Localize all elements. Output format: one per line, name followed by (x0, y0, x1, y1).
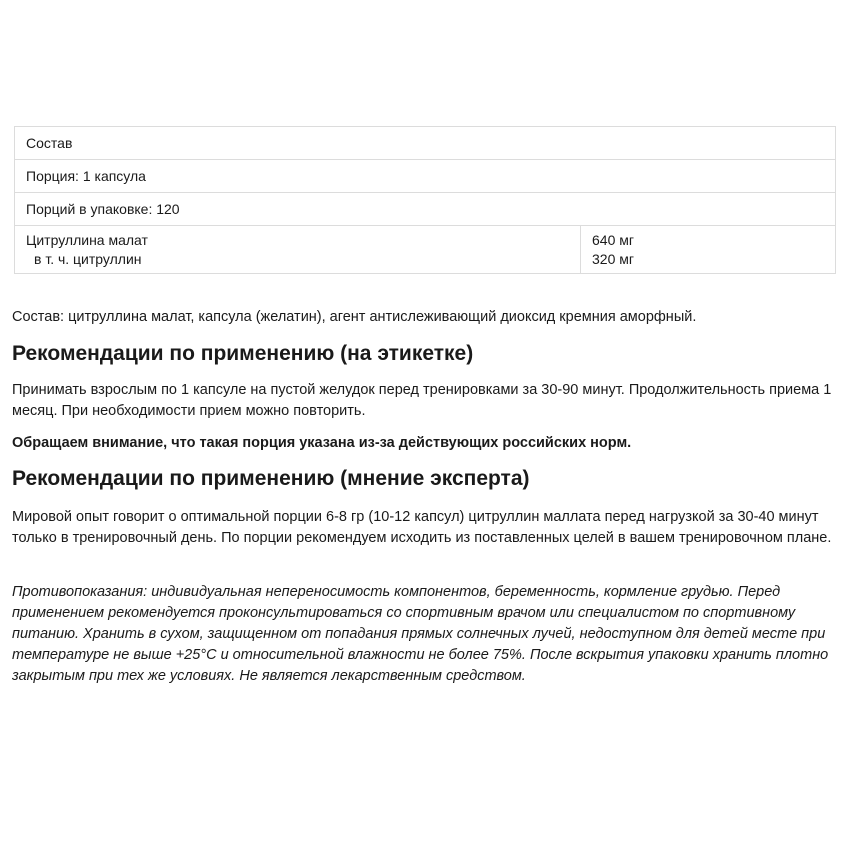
expert-usage-heading: Рекомендации по применению (мнение эксперта) (12, 467, 530, 490)
expert-usage-text: Мировой опыт говорит о оптимальной порции 6-8 гр (10-12 капсул) цитруллин маллата перед нагрузкой за 30-40 минут только в тренировочный день. По порции рекомендуем исходить из поставленных целей в вашем тренировочном плане. (12, 509, 832, 546)
ingredient-name-cell (15, 226, 581, 274)
table-row (15, 193, 836, 226)
servings-per-container-cell: Порций в упаковке: 120 (15, 193, 836, 226)
ingredient-sub-amount: 320 мг (592, 250, 634, 267)
table-row (15, 226, 836, 274)
table-row (15, 160, 836, 193)
notice-text: Обращаем внимание, что такая порция указана из-за действующих российских норм. (12, 435, 632, 451)
label-usage-text: Принимать взрослым по 1 капсуле на пустой желудок перед тренировками за 30-90 минут. Продолжительность приема 1 месяц. При необходимости прием можно повторить. (12, 382, 832, 419)
composition-text: Состав: цитруллина малат, капсула (желатин), агент антислеживающий диоксид кремния аморфный. (12, 309, 697, 325)
label-usage-heading: Рекомендации по применению (на этикетке) (12, 342, 474, 365)
ingredient-amount: 640 мг (592, 231, 634, 248)
composition-table (14, 126, 836, 274)
serving-size-cell: Порция: 1 капсула (15, 160, 836, 193)
ingredient-name: Цитруллина малат (26, 231, 148, 248)
ingredient-amount-cell (581, 226, 836, 274)
table-header-cell: Состав (15, 127, 836, 160)
table-row (15, 127, 836, 160)
contraindications-text: Противопоказания: индивидуальная непереносимость компонентов, беременность, кормление грудью. Перед применением рекомендуется проконсультироваться со спортивным врачом или специалистом по спортивному питанию. Хранить в сухом, защищенном от попадания прямых солнечных лучей, недоступном для детей месте при температуре не выше +25°С и относительной влажности не более 75%. После вскрытия упаковки хранить плотно закрытым при тех же условиях. Не является лекарственным средством. (12, 584, 829, 684)
ingredient-sub-name: в т. ч. цитруллин (34, 250, 142, 267)
